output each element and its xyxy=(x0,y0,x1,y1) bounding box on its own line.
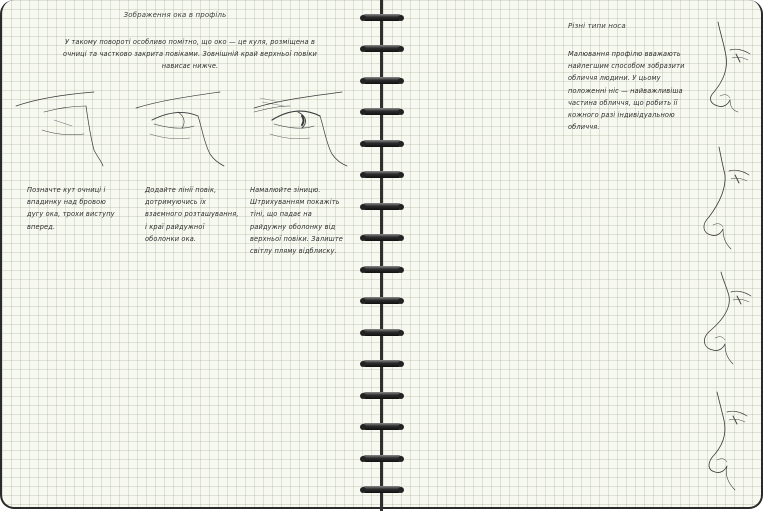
spiral-ring xyxy=(362,423,402,430)
eye-sketch-step-3 xyxy=(250,88,350,168)
spiral-ring xyxy=(362,45,402,52)
spiral-ring xyxy=(362,14,402,21)
nose-profile-sketch-3 xyxy=(695,270,755,370)
spiral-ring xyxy=(362,360,402,367)
eye-sketch-step-2 xyxy=(132,88,227,168)
spiral-ring xyxy=(362,171,402,178)
spiral-ring xyxy=(362,392,402,399)
nose-profile-sketch-4 xyxy=(695,390,755,500)
eye-step-1-text: Позначте кут очниці і впадинку над бровою дугу ока, трохи виступу вперед. xyxy=(27,186,115,231)
spiral-ring xyxy=(362,486,402,493)
eye-step-2-text: Додайте лінії повік, дотримуючись їх взаємного розташування, і краї райдужної оболонки ока. xyxy=(145,186,239,243)
left-page-intro: У такому повороті особливо помітно, що око — це куля, розміщена в очниці та частково закрита повіками. Зовнішній край верхньої повіки нависає нижче. xyxy=(63,38,317,71)
spiral-ring xyxy=(362,234,402,241)
spiral-ring xyxy=(362,266,402,273)
right-page-body: Малювання профілю вважають найлегшим способом зобразити обличчя людини. У цьому положенні ніс — найважливіша частина обличчя, що робить її кожного разі індивідуальною обличчя. xyxy=(568,50,685,132)
eye-step-3-text: Намалюйте зіницю. Штрихуванням покажіть тіні, що падає на райдужну оболонку від верхньої повіки. Залиште світлу пляму відблиску. xyxy=(250,186,344,256)
spiral-ring xyxy=(362,108,402,115)
spiral-ring xyxy=(362,329,402,336)
spiral-ring xyxy=(362,455,402,462)
left-page-title: Зображення ока в профіль xyxy=(123,11,227,19)
nose-profile-sketch-2 xyxy=(695,145,755,255)
nose-profile-sketch-1 xyxy=(700,20,755,120)
right-page-title: Різні типи носа xyxy=(568,22,626,30)
spiral-ring xyxy=(362,203,402,210)
spiral-ring xyxy=(362,140,402,147)
eye-sketch-step-1 xyxy=(14,90,104,168)
spiral-ring xyxy=(362,77,402,84)
spiral-ring xyxy=(362,297,402,304)
